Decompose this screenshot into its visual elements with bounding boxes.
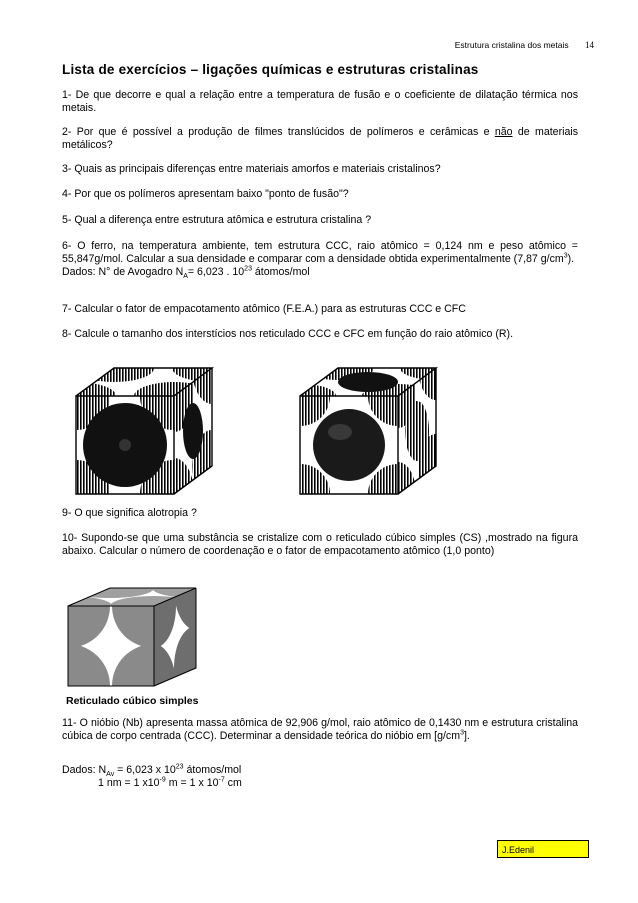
question-11 bbox=[62, 717, 578, 743]
superscript: 23 bbox=[244, 265, 252, 273]
page-number: 14 bbox=[585, 40, 594, 50]
simple-cubic-figure bbox=[64, 586, 204, 690]
signature-box: J.Edenil bbox=[497, 840, 589, 858]
question-2 bbox=[62, 126, 578, 152]
question-2-text-b: de materiais metálicos? bbox=[62, 126, 578, 151]
bcc-unit-cell-figure bbox=[62, 362, 222, 502]
superscript: 3 bbox=[563, 252, 568, 260]
question-11-dados bbox=[62, 764, 578, 790]
question-6-dados: Dados: N° de Avogadro N bbox=[62, 266, 184, 278]
question-6-text-end: ). bbox=[567, 253, 575, 265]
fcc-unit-cell-figure bbox=[290, 362, 450, 502]
question-1: 1- De que decorre e qual a relação entre a temperatura de fusão e o coeficiente de dilatação térmica nos metais. bbox=[62, 89, 578, 114]
question-5: 5- Qual a diferença entre estrutura atômica e estrutura cristalina ? bbox=[62, 214, 372, 226]
question-6 bbox=[62, 240, 578, 279]
question-6-text: 6- O ferro, na temperatura ambiente, tem estrutura CCC, raio atômico = 0,124 nm e peso atômico = 55,847g/mol. Calcular a sua densidade e comparar com a densidade obtida experimentalmente (7,87 g/cm bbox=[62, 240, 578, 265]
superscript: -9 bbox=[159, 776, 166, 784]
question-11-text-end: ]. bbox=[463, 730, 470, 742]
superscript: 3 bbox=[460, 729, 464, 737]
page-title: Lista de exercícios – ligações químicas e estruturas cristalinas bbox=[62, 62, 479, 77]
question-6-dados-value: = 6,023 . 10 bbox=[187, 266, 245, 278]
question-11-conversion: 1 nm = 1 x10 bbox=[98, 777, 160, 789]
figure-caption: Reticulado cúbico simples bbox=[66, 695, 199, 707]
subscript: Av bbox=[106, 771, 115, 779]
question-11-conversion-unit: cm bbox=[224, 777, 242, 789]
question-8: 8- Calcule o tamanho dos interstícios nos reticulado CCC e CFC em função do raio atômico (R). bbox=[62, 328, 514, 340]
question-2-underlined: não bbox=[494, 126, 513, 138]
running-header bbox=[455, 40, 594, 50]
question-10: 10- Supondo-se que uma substância se cristalize com o reticulado cúbico simples (CS) ,mostrado na figura abaixo. Calcular o número de coordenação e o fator de empacotamento atômico (1,0 ponto) bbox=[62, 532, 578, 557]
question-7: 7- Calcular o fator de empacotamento atômico (F.E.A.) para as estruturas CCC e CFC bbox=[62, 303, 466, 315]
question-6-dados-unit: átomos/mol bbox=[251, 266, 310, 278]
question-4: 4- Por que os polímeros apresentam baixo "ponto de fusão"? bbox=[62, 188, 349, 200]
question-11-dados-unit: átomos/mol bbox=[183, 764, 242, 776]
running-title: Estrutura cristalina dos metais bbox=[454, 40, 569, 50]
subscript: A bbox=[183, 273, 188, 281]
question-3: 3- Quais as principais diferenças entre materiais amorfos e materiais cristalinos? bbox=[62, 163, 441, 175]
question-11-dados-label: Dados: N bbox=[62, 764, 107, 776]
superscript: -7 bbox=[218, 776, 225, 784]
question-11-conversion-mid: m = 1 x 10 bbox=[165, 777, 219, 789]
question-11-text: 11- O nióbio (Nb) apresenta massa atômica de 92,906 g/mol, raio atômico de 0,1430 nm e estrutura cristalina cúbica de corpo centrada (CCC). Determinar a densidade teórica do nióbio em [g/cm bbox=[62, 717, 578, 742]
question-2-text-a: 2- Por que é possível a produção de filmes translúcidos de polímeros e cerâmicas e bbox=[62, 126, 495, 138]
superscript: 23 bbox=[175, 763, 184, 771]
question-11-dados-value: = 6,023 x 10 bbox=[114, 764, 176, 776]
question-9: 9- O que significa alotropia ? bbox=[62, 507, 197, 519]
